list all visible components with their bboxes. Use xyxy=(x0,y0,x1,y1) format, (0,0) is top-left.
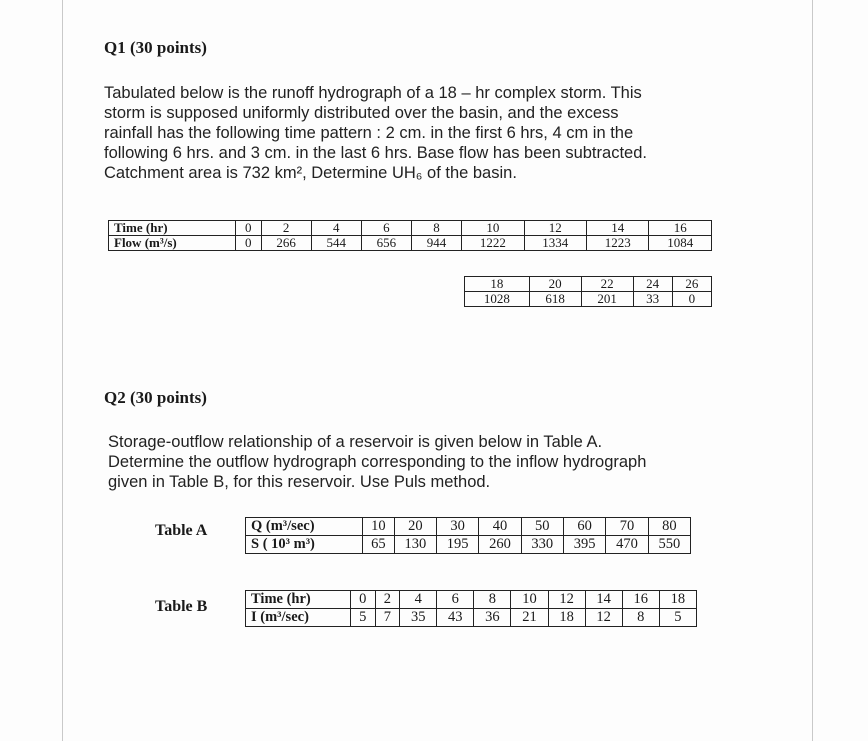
table-cell: 0 xyxy=(351,591,376,609)
table-cell: 656 xyxy=(361,236,411,251)
page-edge-left xyxy=(62,0,63,741)
inflow-label: I (m³/sec) xyxy=(246,609,351,627)
table-cell: 10 xyxy=(462,221,524,236)
table-cell: 20 xyxy=(529,277,581,292)
table-cell: 16 xyxy=(622,591,659,609)
q1-hydrograph-table-continued xyxy=(464,276,712,307)
q1-line: rainfall has the following time pattern : 2 cm. in the first 6 hrs, 4 cm in the xyxy=(104,124,634,142)
table-cell: 470 xyxy=(606,536,648,554)
table-cell: 7 xyxy=(375,609,400,627)
table-row xyxy=(465,277,712,292)
table-cell: 0 xyxy=(236,221,262,236)
table-a-label: Table A xyxy=(155,522,208,539)
table-cell: 36 xyxy=(474,609,511,627)
table-cell: 6 xyxy=(437,591,474,609)
q1-hydrograph-table xyxy=(108,220,712,251)
table-cell: 5 xyxy=(351,609,376,627)
table-cell: 43 xyxy=(437,609,474,627)
q2-line: given in Table B, for this reservoir. Use Puls method. xyxy=(108,473,491,491)
table-cell: 16 xyxy=(649,221,712,236)
table-cell: 1222 xyxy=(462,236,524,251)
table-cell: 35 xyxy=(400,609,437,627)
table-cell: 260 xyxy=(479,536,521,554)
table-cell: 8 xyxy=(411,221,461,236)
table-cell: 618 xyxy=(529,292,581,307)
table-cell: 4 xyxy=(400,591,437,609)
table-cell: 1334 xyxy=(524,236,586,251)
table-cell: 70 xyxy=(606,518,648,536)
q1-paragraph xyxy=(104,83,647,183)
table-cell: 2 xyxy=(375,591,400,609)
table-row xyxy=(246,518,691,536)
table-cell: 544 xyxy=(311,236,361,251)
table-cell: 2 xyxy=(261,221,311,236)
q2-line: Determine the outflow hydrograph corresponding to the inflow hydrograph xyxy=(108,453,647,471)
table-cell: 5 xyxy=(659,609,696,627)
table-cell: 0 xyxy=(672,292,711,307)
table-cell: 201 xyxy=(581,292,633,307)
q2-line: Storage-outflow relationship of a reservoir is given below in Table A. xyxy=(108,433,603,451)
table-cell: 8 xyxy=(474,591,511,609)
page-edge-right xyxy=(812,0,813,741)
table-cell: 26 xyxy=(672,277,711,292)
table-cell: 14 xyxy=(585,591,622,609)
table-row xyxy=(246,536,691,554)
table-cell: 50 xyxy=(521,518,563,536)
table-cell: 550 xyxy=(648,536,690,554)
time-label: Time (hr) xyxy=(246,591,351,609)
table-cell: 24 xyxy=(633,277,672,292)
table-cell: 33 xyxy=(633,292,672,307)
table-cell: 1084 xyxy=(649,236,712,251)
table-cell: 1223 xyxy=(587,236,649,251)
table-cell: 21 xyxy=(511,609,548,627)
table-cell: 12 xyxy=(585,609,622,627)
table-cell: 60 xyxy=(563,518,605,536)
table-cell: 6 xyxy=(361,221,411,236)
table-cell: 944 xyxy=(411,236,461,251)
q-label: Q (m³/sec) xyxy=(246,518,363,536)
table-cell: 12 xyxy=(524,221,586,236)
q1-line: Catchment area is 732 km², Determine UH₆ of the basin. xyxy=(104,164,517,182)
q1-line: following 6 hrs. and 3 cm. in the last 6 hrs. Base flow has been subtracted. xyxy=(104,144,647,162)
table-cell: 10 xyxy=(363,518,395,536)
table-cell: 1028 xyxy=(465,292,530,307)
table-cell: 4 xyxy=(311,221,361,236)
table-cell: 20 xyxy=(394,518,436,536)
q1-line: storm is supposed uniformly distributed over the basin, and the excess xyxy=(104,104,619,122)
table-row xyxy=(246,591,697,609)
table-b xyxy=(245,590,697,627)
table-cell: 14 xyxy=(587,221,649,236)
table-cell: 18 xyxy=(659,591,696,609)
q1-heading: Q1 (30 points) xyxy=(104,38,207,57)
table-cell: 30 xyxy=(436,518,478,536)
table-cell: 22 xyxy=(581,277,633,292)
table-row xyxy=(109,221,712,236)
table-cell: 10 xyxy=(511,591,548,609)
table-b-label: Table B xyxy=(155,598,208,615)
table-cell: 195 xyxy=(436,536,478,554)
table-cell: 80 xyxy=(648,518,690,536)
table-cell: 65 xyxy=(363,536,395,554)
table-cell: 130 xyxy=(394,536,436,554)
table-cell: 266 xyxy=(261,236,311,251)
table-a xyxy=(245,517,691,554)
q2-heading: Q2 (30 points) xyxy=(104,388,207,407)
table-cell: 12 xyxy=(548,591,585,609)
table-cell: 40 xyxy=(479,518,521,536)
table-cell: 8 xyxy=(622,609,659,627)
table-row xyxy=(465,292,712,307)
table-cell: 18 xyxy=(548,609,585,627)
flow-label: Flow (m³/s) xyxy=(109,236,236,251)
table-row xyxy=(246,609,697,627)
table-row xyxy=(109,236,712,251)
q1-line: Tabulated below is the runoff hydrograph of a 18 – hr complex storm. This xyxy=(104,84,642,102)
q2-paragraph xyxy=(108,432,646,492)
table-cell: 0 xyxy=(236,236,262,251)
table-cell: 330 xyxy=(521,536,563,554)
time-label: Time (hr) xyxy=(109,221,236,236)
table-cell: 18 xyxy=(465,277,530,292)
s-label: S ( 10³ m³) xyxy=(246,536,363,554)
table-cell: 395 xyxy=(563,536,605,554)
